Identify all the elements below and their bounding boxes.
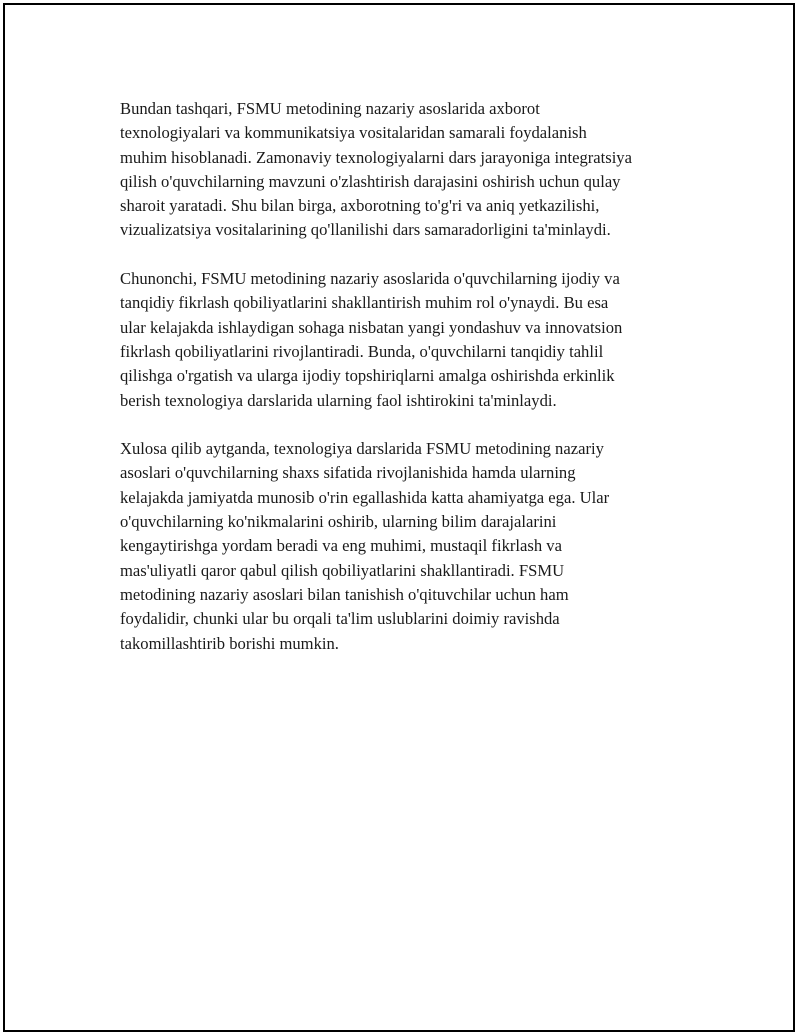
document-page bbox=[3, 3, 795, 1032]
document-body bbox=[120, 97, 695, 680]
paragraph-2: Chunonchi, FSMU metodining nazariy asoslarida o'quvchilarning ijodiy va tanqidiy fikrlash qobiliyatlarini shakllantirish muhim rol o'ynaydi. Bu esa ular kelajakda ishlaydigan sohaga nisbatan yangi yondashuv va innovatsion fikrlash qobiliyatlarini rivojlantiradi. Bunda, o'quvchilarni tanqidiy tahlil qilishga o'rgatish va ularga ijodiy topshiriqlarni amalga oshirishda erkinlik berish texnologiya darslarida ularning faol ishtirokini ta'minlaydi. bbox=[120, 269, 623, 410]
paragraph-3: Xulosa qilib aytganda, texnologiya darslarida FSMU metodining nazariy asoslari o'quvchilarning shaxs sifatida rivojlanishida hamda ularning kelajakda jamiyatda munosib o'rin egallashida katta ahamiyatga ega. Ular o'quvchilarning ko'nikmalarini oshirib, ularning bilim darajalarini kengaytirishga yordam beradi va eng muhimi, mustaqil fikrlash va mas'uliyatli qaror qabul qilish qobiliyatlarini shakllantiradi. FSMU metodining nazariy asoslari bilan tanishish o'qituvchilar uchun ham foydalidir, chunki ular bu orqali ta'lim uslublarini doimiy ravishda takomillashtirib borishi mumkin. bbox=[120, 439, 610, 653]
paragraph-1: Bundan tashqari, FSMU metodining nazariy asoslarida axborot texnologiyalari va kommunikatsiya vositalaridan samarali foydalanish muhim hisoblanadi. Zamonaviy texnologiyalarni dars jarayoniga integratsiya qilish o'quvchilarning mavzuni o'zlashtirish darajasini oshirish uchun qulay sharoit yaratadi. Shu bilan birga, axborotning to'g'ri va aniq yetkazilishi, vizualizatsiya vositalarining qo'llanilishi dars samaradorligini ta'minlaydi. bbox=[120, 99, 632, 240]
